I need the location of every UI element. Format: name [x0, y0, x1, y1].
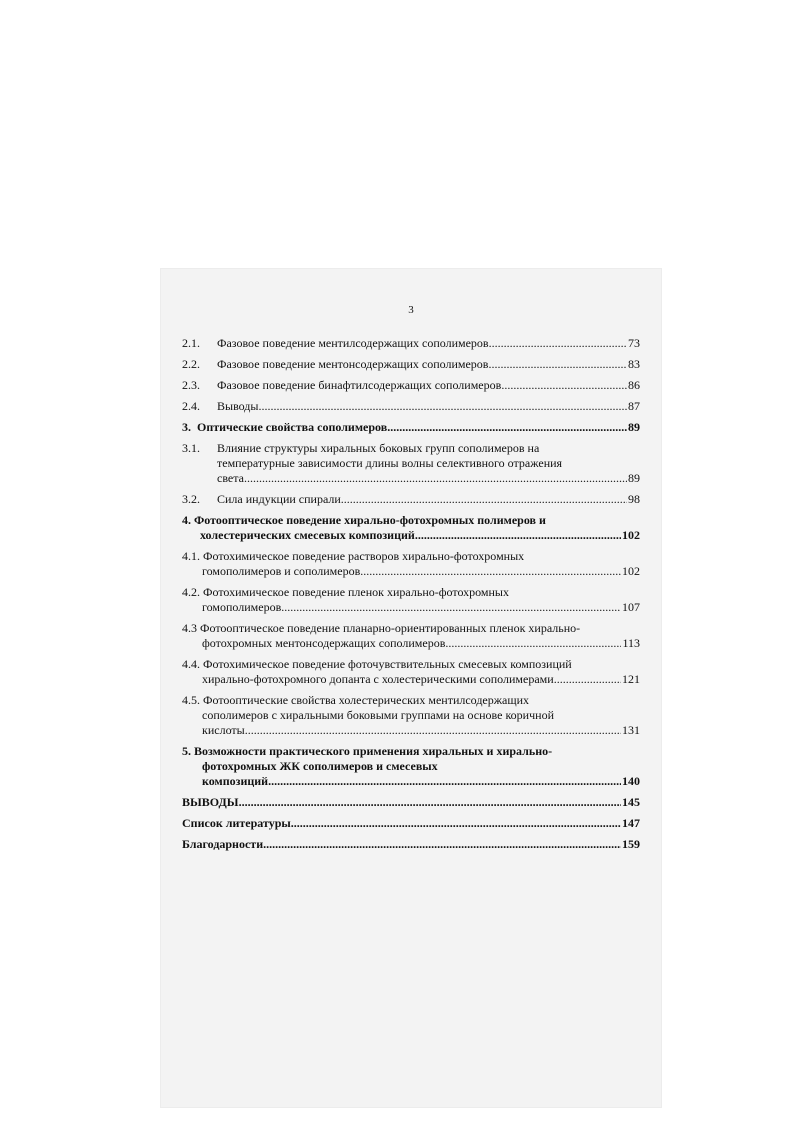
toc-entry-3 [182, 420, 640, 435]
dot-leader [415, 528, 621, 543]
toc-entry-number: 3.1. [182, 441, 200, 455]
toc-entry-number: 2.2. [182, 357, 200, 371]
dot-leader [387, 420, 627, 435]
toc-entry-title-line: 4.4. Фотохимическое поведение фоточувствительных смесевых композиций [182, 657, 572, 671]
toc-entry-title-line: фотохромных ЖК сополимеров и смесевых [202, 759, 438, 773]
toc-entry-page: 113 [622, 636, 640, 650]
toc-entry-title: Выводы [217, 399, 259, 413]
toc-entry-conclusions [182, 795, 640, 810]
toc-entry-title-line: хирально-фотохромного допанта с холестерическими сополимерами [202, 672, 554, 686]
toc-entry-page: 159 [622, 837, 640, 851]
toc-entry-title-line: гомополимеров [202, 600, 282, 614]
toc-entry-title-line: температурные зависимости длины волны селективного отражения [217, 456, 563, 470]
dot-leader [488, 357, 627, 372]
dot-leader [258, 399, 627, 414]
toc-entry-4-4 [182, 657, 640, 687]
toc-entry-page: 89 [628, 420, 640, 434]
toc-entry-title-line: фотохромных ментонсодержащих сополимеров [202, 636, 446, 650]
toc-entry-page: 102 [622, 564, 640, 578]
dot-leader [268, 774, 621, 789]
toc-entry-title: Сила индукции спирали [217, 492, 341, 506]
toc-entry-title: Благодарности [182, 837, 264, 851]
toc-entry-number: 2.1. [182, 336, 200, 350]
toc-entry-page: 107 [622, 600, 640, 614]
dot-leader [263, 837, 621, 852]
toc-entry-title-line: холестерических смесевых композиций [200, 528, 415, 542]
toc-entry-title-line: 4. Фотооптическое поведение хирально-фотохромных полимеров и [182, 513, 546, 527]
toc-entry-acknowledgements [182, 837, 640, 852]
toc-entry-title-line: Влияние структуры хиральных боковых групп сополимеров на [217, 441, 540, 455]
toc-entry-number: 3. [182, 420, 191, 434]
toc-entry-4-5 [182, 693, 640, 738]
toc-entry-title-line: 4.5. Фотооптические свойства холестерических ментилсодержащих [182, 693, 530, 707]
toc-entry-3-2 [182, 492, 640, 507]
dot-leader [501, 378, 627, 393]
toc-entry-page: 73 [628, 336, 640, 350]
toc-entry-page: 102 [622, 528, 640, 542]
toc-entry-2-3 [182, 378, 640, 393]
toc-entry-2-2 [182, 357, 640, 372]
toc-entry-4 [182, 513, 640, 543]
dot-leader [239, 795, 621, 810]
toc-entry-page: 87 [628, 399, 640, 413]
toc-entry-4-3 [182, 621, 640, 651]
dot-leader [341, 492, 627, 507]
toc-entry-title: Фазовое поведение ментилсодержащих сополимеров [217, 336, 489, 350]
dot-leader [281, 600, 621, 615]
toc-entry-4-2 [182, 585, 640, 615]
toc-entry-page: 83 [628, 357, 640, 371]
toc-entry-title-line: гомополимеров и сополимеров [202, 564, 361, 578]
page-number: 3 [408, 304, 414, 316]
toc-entry-title-line: композиций [202, 774, 269, 788]
toc-entry-number: 2.4. [182, 399, 200, 413]
toc-entry-title-line: 4.3 Фотооптическое поведение планарно-ориентированных пленок хирально- [182, 621, 581, 635]
toc-entry-page: 121 [622, 672, 640, 686]
toc-entry-title: Фазовое поведение бинафтилсодержащих сополимеров [217, 378, 502, 392]
dot-leader [291, 816, 621, 831]
toc-entry-page: 89 [628, 471, 640, 485]
toc-entry-page: 145 [622, 795, 640, 809]
toc-entry-page: 140 [622, 774, 640, 788]
toc-entry-2-1 [182, 336, 640, 351]
dot-leader [245, 723, 621, 738]
dot-leader [489, 336, 627, 351]
toc-entry-title-line: 4.2. Фотохимическое поведение пленок хирально-фотохромных [182, 585, 509, 599]
toc-entry-title-line: 5. Возможности практического применения хиральных и хирально- [182, 744, 553, 758]
toc-entry-references [182, 816, 640, 831]
toc-entry-4-1 [182, 549, 640, 579]
toc-entry-page: 86 [628, 378, 640, 392]
toc-entry-3-1 [182, 441, 640, 486]
toc-entry-title-line: сополимеров с хиральными боковыми группами на основе коричной [202, 708, 554, 722]
toc-entry-title: Оптические свойства сополимеров [197, 420, 388, 434]
toc-entry-5 [182, 744, 640, 789]
toc-entry-title: Список литературы [182, 816, 291, 830]
dot-leader [445, 636, 621, 651]
dot-leader [360, 564, 621, 579]
dot-leader [244, 471, 627, 486]
dot-leader [554, 672, 621, 687]
toc-entry-page: 131 [622, 723, 640, 737]
toc-entry-page: 147 [622, 816, 640, 830]
toc-entry-title: Фазовое поведение ментонсодержащих сополимеров [217, 357, 489, 371]
toc-entry-title-line: 4.1. Фотохимическое поведение растворов хирально-фотохромных [182, 549, 525, 563]
toc-entry-number: 2.3. [182, 378, 200, 392]
toc-entry-title-line: кислоты [202, 723, 245, 737]
toc-entry-page: 98 [628, 492, 640, 506]
toc-entry-number: 3.2. [182, 492, 200, 506]
document-page [160, 268, 662, 1108]
toc-entry-title: ВЫВОДЫ [182, 795, 239, 809]
toc-entry-2-4 [182, 399, 640, 414]
table-of-contents [182, 336, 640, 852]
toc-entry-title-line: света [217, 471, 244, 485]
